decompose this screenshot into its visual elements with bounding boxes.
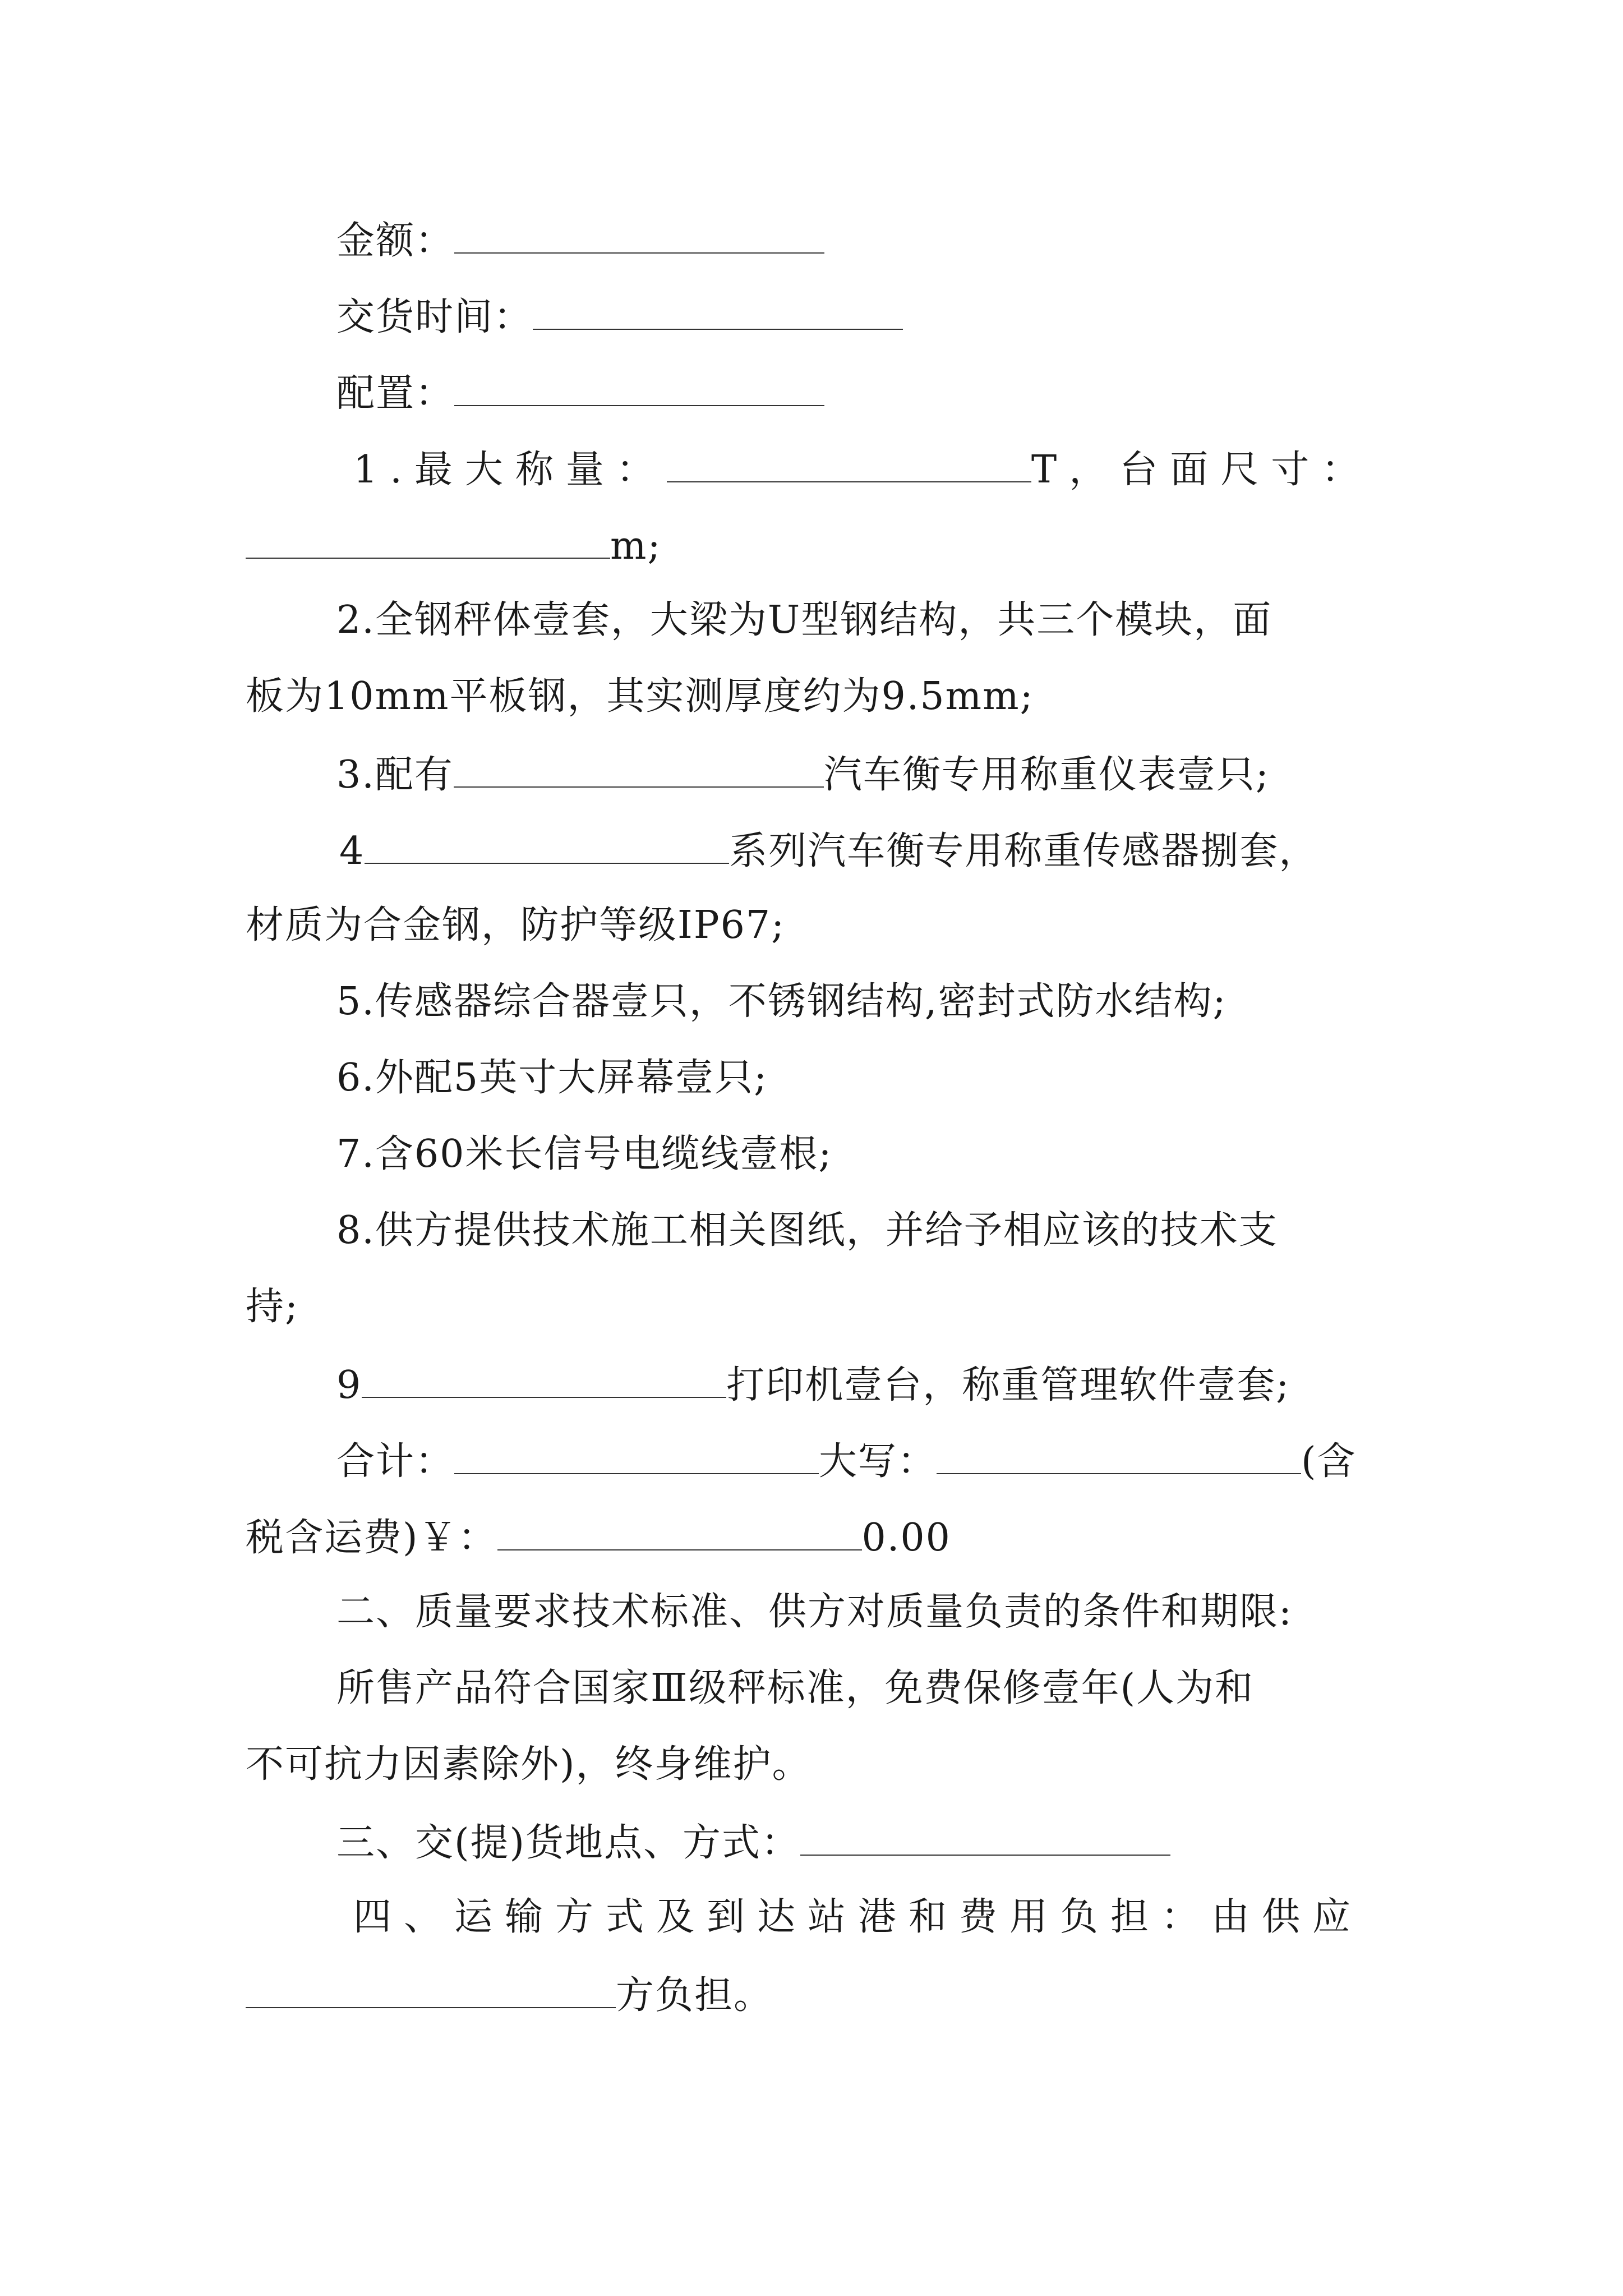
item-9-line <box>336 1364 1290 1405</box>
section-2-line-2: 不可抗力因素除外)，终身维护。 <box>246 1742 811 1787</box>
platform-size-line <box>246 524 662 568</box>
max-capacity-label: 1.最大称量： <box>353 448 667 492</box>
item-7-line: 7.含60米长信号电缆线壹根; <box>336 1132 833 1176</box>
platform-size-unit: m; <box>610 524 662 568</box>
delivery-place-blank[interactable] <box>800 1822 1170 1856</box>
item-2-line-2: 板为10mm平板钢，其实测厚度约为9.5mm; <box>246 674 1034 719</box>
delivery-time-blank[interactable] <box>533 296 903 330</box>
item-5-line: 5.传感器综合器壹只，不锈钢结构,密封式防水结构; <box>336 979 1227 1024</box>
item-8-line-2: 持; <box>246 1285 299 1329</box>
tax-line <box>246 1516 951 1560</box>
printer-model-blank[interactable] <box>362 1364 726 1398</box>
max-capacity-line <box>353 448 1372 492</box>
item-3-label: 3.配有 <box>336 753 454 797</box>
tax-blank[interactable] <box>497 1517 862 1550</box>
config-blank[interactable] <box>454 372 824 406</box>
config-line <box>336 371 824 416</box>
item-4-line-2: 材质为合金钢，防护等级IP67; <box>246 903 786 947</box>
section-3-label: 三、交(提)货地点、方式： <box>336 1821 801 1865</box>
item-9-label: 9 <box>336 1363 362 1407</box>
section-4-line: 四、运输方式及到达站港和费用负担：由供应 <box>353 1895 1363 1939</box>
total-suffix: (含 <box>1301 1439 1357 1484</box>
cost-bearer-suffix: 方负担。 <box>616 1973 773 2018</box>
item-4-suffix: 系列汽车衡专用称重传感器捌套， <box>729 829 1318 873</box>
item-4-line <box>339 830 1318 871</box>
delivery-time-label: 交货时间： <box>336 295 533 339</box>
total-label: 合计： <box>336 1439 455 1484</box>
amount-line <box>336 219 824 263</box>
config-label: 配置： <box>336 371 455 416</box>
cost-bearer-blank[interactable] <box>246 1975 616 2008</box>
item-2-line-1: 2.全钢秤体壹套，大梁为U型钢结构，共三个模块，面 <box>336 598 1272 642</box>
max-capacity-blank[interactable] <box>667 449 1031 482</box>
platform-size-label: T，台面尺寸： <box>1031 448 1372 492</box>
item-4-label: 4 <box>339 829 365 873</box>
section-2-line-1: 所售产品符合国家Ⅲ级秤标准，免费保修壹年(人为和 <box>336 1666 1255 1710</box>
total-blank[interactable] <box>454 1441 819 1474</box>
item-3-line <box>336 753 1270 797</box>
section-3-line <box>336 1821 1170 1865</box>
uppercase-label: 大写： <box>819 1439 937 1484</box>
indicator-model-blank[interactable] <box>454 754 824 788</box>
sensor-series-blank[interactable] <box>365 830 729 864</box>
tax-label: 税含运费)￥： <box>246 1516 497 1560</box>
total-line <box>336 1439 1357 1484</box>
item-3-suffix: 汽车衡专用称重仪表壹只; <box>823 753 1270 797</box>
delivery-time-line <box>336 296 903 337</box>
item-8-line-1: 8.供方提供技术施工相关图纸，并给予相应该的技术支 <box>336 1208 1278 1253</box>
item-6-line: 6.外配5英寸大屏幕壹只; <box>336 1056 768 1100</box>
tax-value: 0.00 <box>861 1516 951 1560</box>
section-2-heading: 二、质量要求技术标准、供方对质量负责的条件和期限: <box>336 1590 1293 1634</box>
platform-size-blank[interactable] <box>246 525 610 559</box>
item-9-suffix: 打印机壹台，称重管理软件壹套; <box>726 1363 1290 1407</box>
section-4-line-2 <box>246 1973 773 2018</box>
amount-label: 金额： <box>336 219 455 263</box>
amount-blank[interactable] <box>454 220 824 254</box>
uppercase-blank[interactable] <box>937 1441 1301 1474</box>
